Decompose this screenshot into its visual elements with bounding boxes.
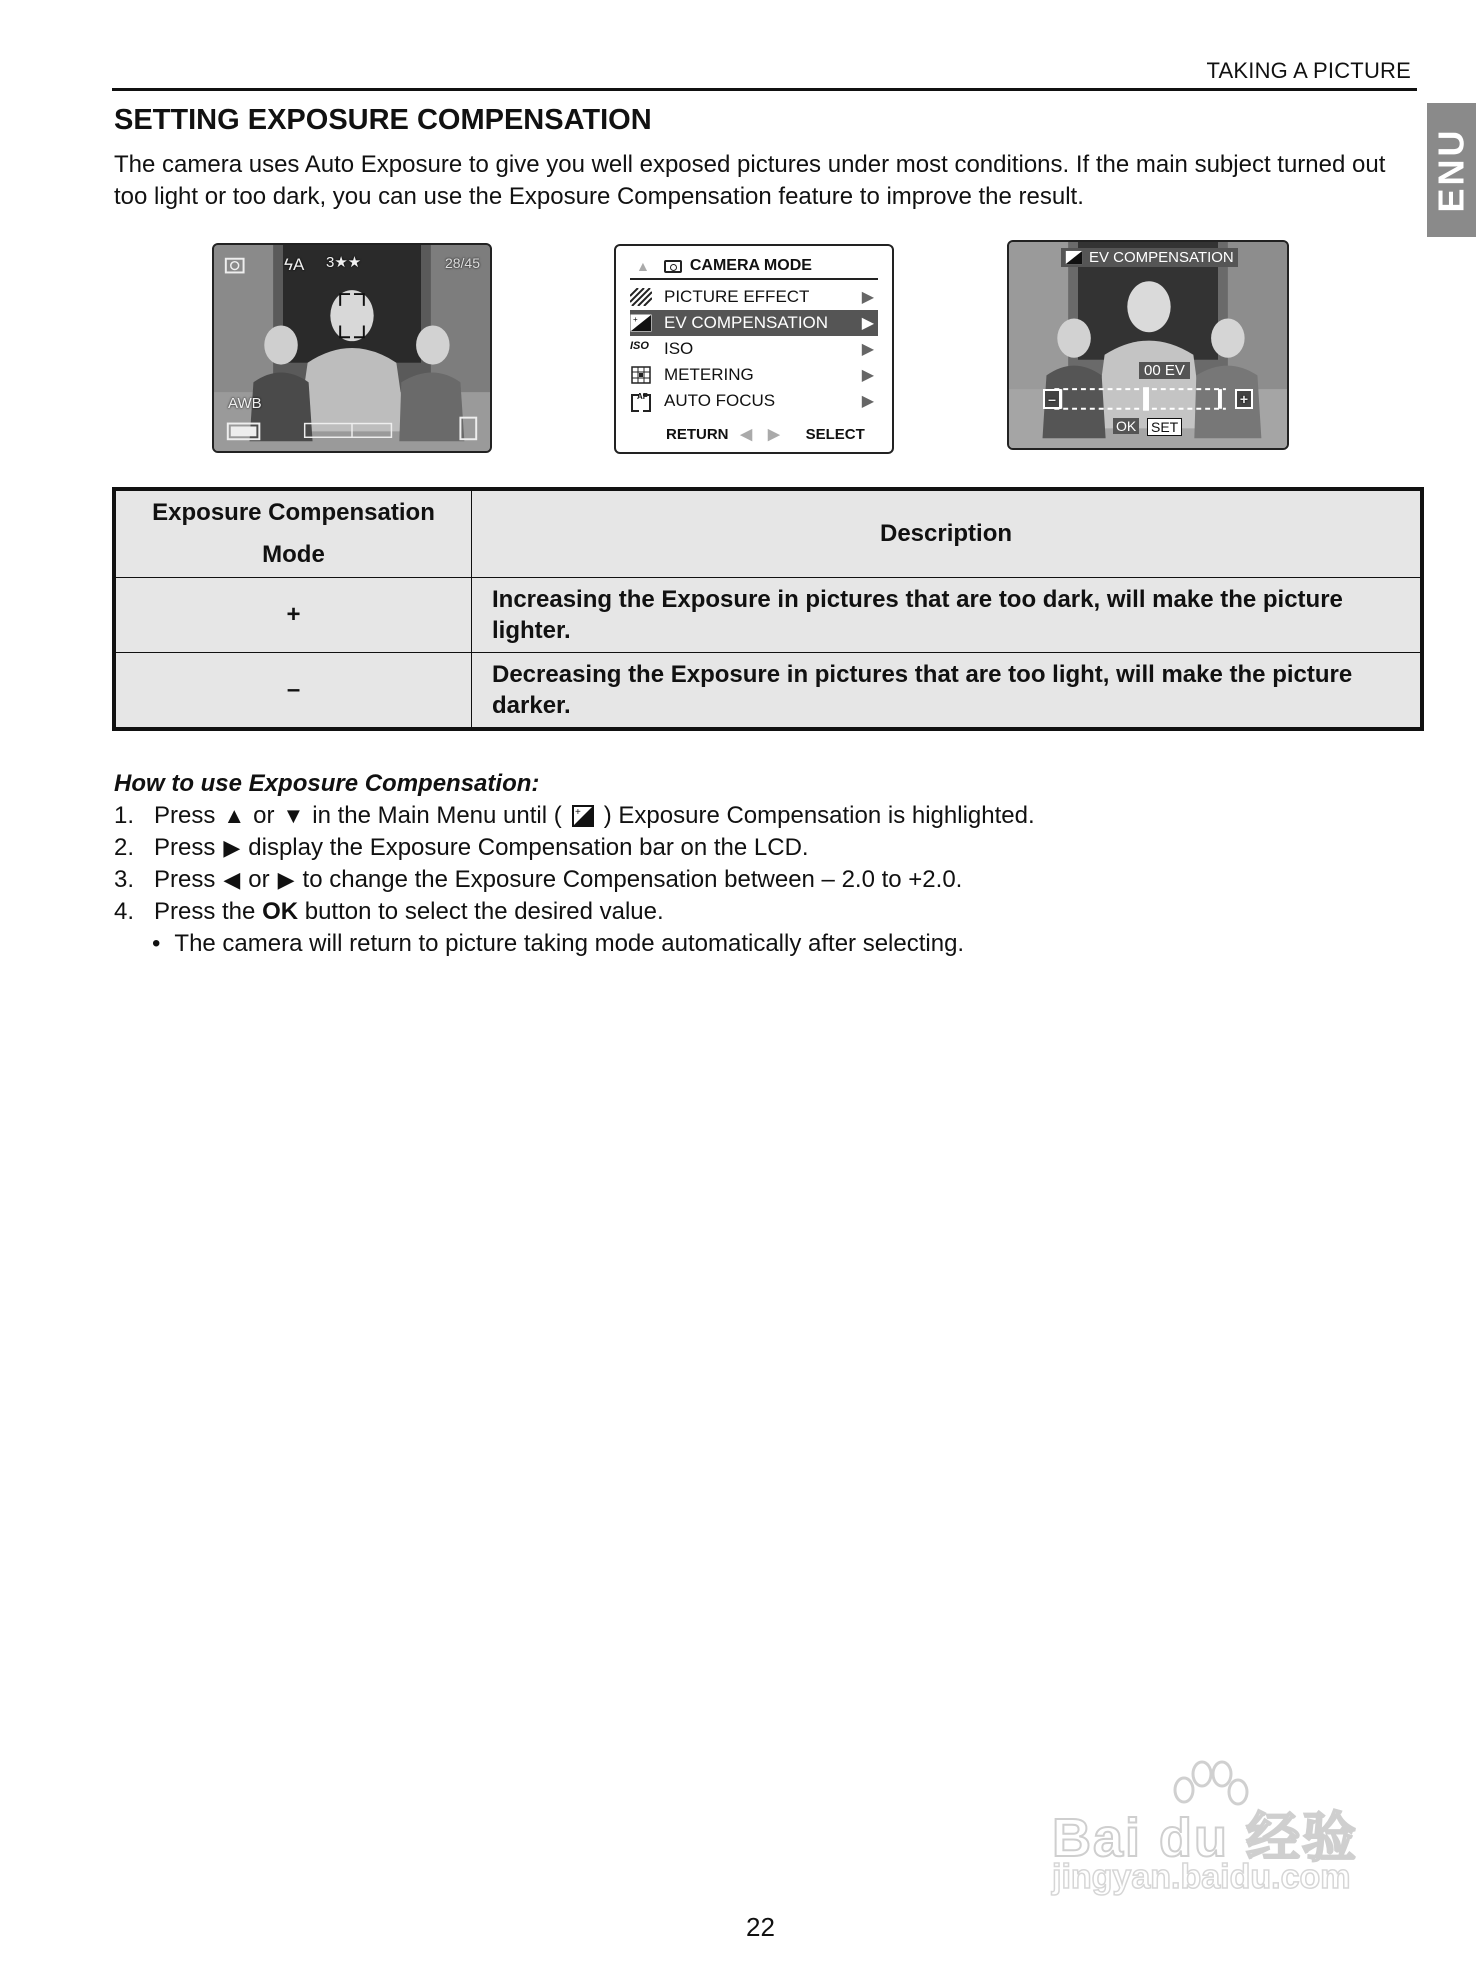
table-cell-description: Increasing the Exposure in pictures that are too dark, will make the picture lighter. bbox=[472, 578, 1423, 653]
menu-header bbox=[630, 254, 878, 280]
watermark-url: jingyan.baidu.com bbox=[1052, 1858, 1351, 1896]
right-arrow-icon: ▶ bbox=[861, 367, 874, 384]
up-arrow-icon: ▲ bbox=[636, 258, 650, 274]
step-2 bbox=[114, 832, 1035, 864]
picture-effect-icon bbox=[630, 288, 652, 306]
family-photo bbox=[214, 245, 490, 451]
left-arrow-icon: ◀ bbox=[740, 426, 753, 443]
menu-item-label: METERING bbox=[664, 365, 754, 384]
shot-counter: 28/45 bbox=[444, 255, 480, 271]
step-text: ) Exposure Compensation is highlighted. bbox=[603, 802, 1035, 829]
ev-value: 00 EV bbox=[1139, 362, 1190, 379]
step-text: or bbox=[253, 802, 275, 829]
right-arrow-icon: ▶ bbox=[768, 426, 780, 443]
step-number: 1. bbox=[114, 802, 135, 829]
table-header-mode: Exposure Compensation Mode bbox=[114, 489, 472, 578]
step-number: 2. bbox=[114, 834, 135, 861]
table-row bbox=[114, 578, 1422, 653]
table-cell-sign: + bbox=[114, 578, 472, 653]
right-arrow-icon: ▶ bbox=[223, 835, 241, 860]
iso-icon: ISO bbox=[630, 340, 649, 352]
language-tab bbox=[1427, 103, 1476, 237]
svg-text:+: + bbox=[574, 807, 581, 818]
menu-item-label: PICTURE EFFECT bbox=[664, 287, 810, 306]
ev-compensation-icon bbox=[630, 314, 652, 332]
step-text: button to select the desired value. bbox=[304, 898, 664, 925]
set-label[interactable]: SET bbox=[1147, 418, 1182, 436]
page-number: 22 bbox=[746, 1912, 775, 1942]
right-arrow-icon: ▶ bbox=[861, 315, 874, 332]
step-text: Press bbox=[154, 866, 216, 893]
table-cell-sign: – bbox=[114, 653, 472, 730]
intro-paragraph: The camera uses Auto Exposure to give you well exposed pictures under most conditions. If the main subject turned out too light or too dark, you can use the Exposure Compensation feature to improve the result. bbox=[114, 151, 1386, 210]
step-1 bbox=[114, 800, 1035, 832]
step-text: Press the bbox=[154, 898, 256, 925]
howto-title: How to use Exposure Compensation: bbox=[114, 770, 540, 797]
step-text: Press bbox=[154, 834, 216, 861]
howto-steps bbox=[114, 800, 1035, 960]
menu-list bbox=[630, 284, 878, 414]
menu-item-ev-compensation[interactable] bbox=[630, 310, 878, 336]
table-row bbox=[114, 653, 1422, 730]
menu-footer bbox=[630, 424, 878, 444]
table-header-row bbox=[114, 489, 1422, 578]
right-arrow-icon: ▶ bbox=[861, 393, 874, 410]
lcd-preview-panel bbox=[212, 243, 492, 453]
quality-value: 3 bbox=[326, 254, 335, 271]
table-header-description: Description bbox=[472, 489, 1423, 578]
quality-icon bbox=[326, 253, 361, 271]
bullet-mark: • bbox=[152, 930, 161, 957]
step-bullet bbox=[114, 928, 1035, 960]
right-arrow-icon: ▶ bbox=[861, 289, 874, 306]
step-4 bbox=[114, 896, 1035, 928]
menu-item-metering[interactable] bbox=[630, 362, 878, 388]
step-text: Press bbox=[154, 802, 216, 829]
down-arrow-icon: ▼ bbox=[282, 803, 305, 828]
menu-item-label: ISO bbox=[664, 339, 694, 358]
auto-focus-icon bbox=[630, 392, 652, 410]
ev-compensation-icon bbox=[1065, 250, 1083, 265]
exposure-compensation-table bbox=[112, 487, 1424, 731]
menu-item-label: AUTO FOCUS bbox=[664, 391, 776, 410]
menu-item-auto-focus[interactable] bbox=[630, 388, 878, 414]
menu-item-label: EV COMPENSATION bbox=[664, 313, 829, 332]
flash-glyph: ϟ bbox=[284, 255, 293, 274]
header-rule bbox=[112, 88, 1417, 91]
step-text: in the Main Menu until ( bbox=[312, 802, 562, 829]
flash-mode: A bbox=[293, 255, 305, 274]
running-header: TAKING A PICTURE bbox=[1206, 58, 1411, 83]
ok-label[interactable]: OK bbox=[1113, 418, 1139, 434]
flash-auto-icon bbox=[284, 255, 304, 275]
up-arrow-icon: ▲ bbox=[223, 803, 246, 828]
ev-plus-button[interactable]: + bbox=[1235, 389, 1253, 409]
bullet-text: The camera will return to picture taking mode automatically after selecting. bbox=[174, 930, 965, 957]
step-number: 3. bbox=[114, 866, 135, 893]
menu-item-iso[interactable] bbox=[630, 336, 878, 362]
metering-icon bbox=[630, 366, 652, 384]
left-arrow-icon: ◀ bbox=[223, 867, 241, 892]
af-icon-text: AF bbox=[637, 392, 648, 401]
menu-item-picture-effect[interactable] bbox=[630, 284, 878, 310]
return-label[interactable]: RETURN bbox=[666, 425, 729, 443]
language-tab-label: ENU bbox=[1430, 127, 1472, 213]
step-3 bbox=[114, 864, 1035, 896]
ok-bold: OK bbox=[262, 898, 299, 925]
step-text: to change the Exposure Compensation between – 2.0 to +2.0. bbox=[302, 866, 963, 893]
camera-icon bbox=[664, 260, 682, 273]
step-number: 4. bbox=[114, 898, 135, 925]
ev-title-bar bbox=[1061, 248, 1238, 267]
table-cell-description: Decreasing the Exposure in pictures that are too light, will make the picture darker. bbox=[472, 653, 1423, 730]
camera-menu-panel bbox=[614, 244, 894, 454]
white-balance-label: AWB bbox=[228, 395, 262, 412]
svg-text:+: + bbox=[633, 315, 638, 324]
menu-title: CAMERA MODE bbox=[689, 257, 812, 274]
step-text: or bbox=[248, 866, 270, 893]
ev-compensation-panel bbox=[1007, 240, 1289, 450]
watermark-brand: Bai du 经验 bbox=[1052, 1808, 1359, 1868]
ev-minus-button[interactable]: – bbox=[1043, 389, 1061, 409]
section-title: SETTING EXPOSURE COMPENSATION bbox=[114, 104, 652, 136]
ev-title: EV COMPENSATION bbox=[1089, 249, 1234, 266]
ev-compensation-icon bbox=[572, 805, 594, 827]
right-arrow-icon: ▶ bbox=[277, 867, 295, 892]
step-text: display the Exposure Compensation bar on the LCD. bbox=[248, 834, 809, 861]
select-label[interactable]: SELECT bbox=[805, 425, 865, 443]
right-arrow-icon: ▶ bbox=[861, 341, 874, 358]
quality-stars: ★★ bbox=[334, 254, 362, 271]
